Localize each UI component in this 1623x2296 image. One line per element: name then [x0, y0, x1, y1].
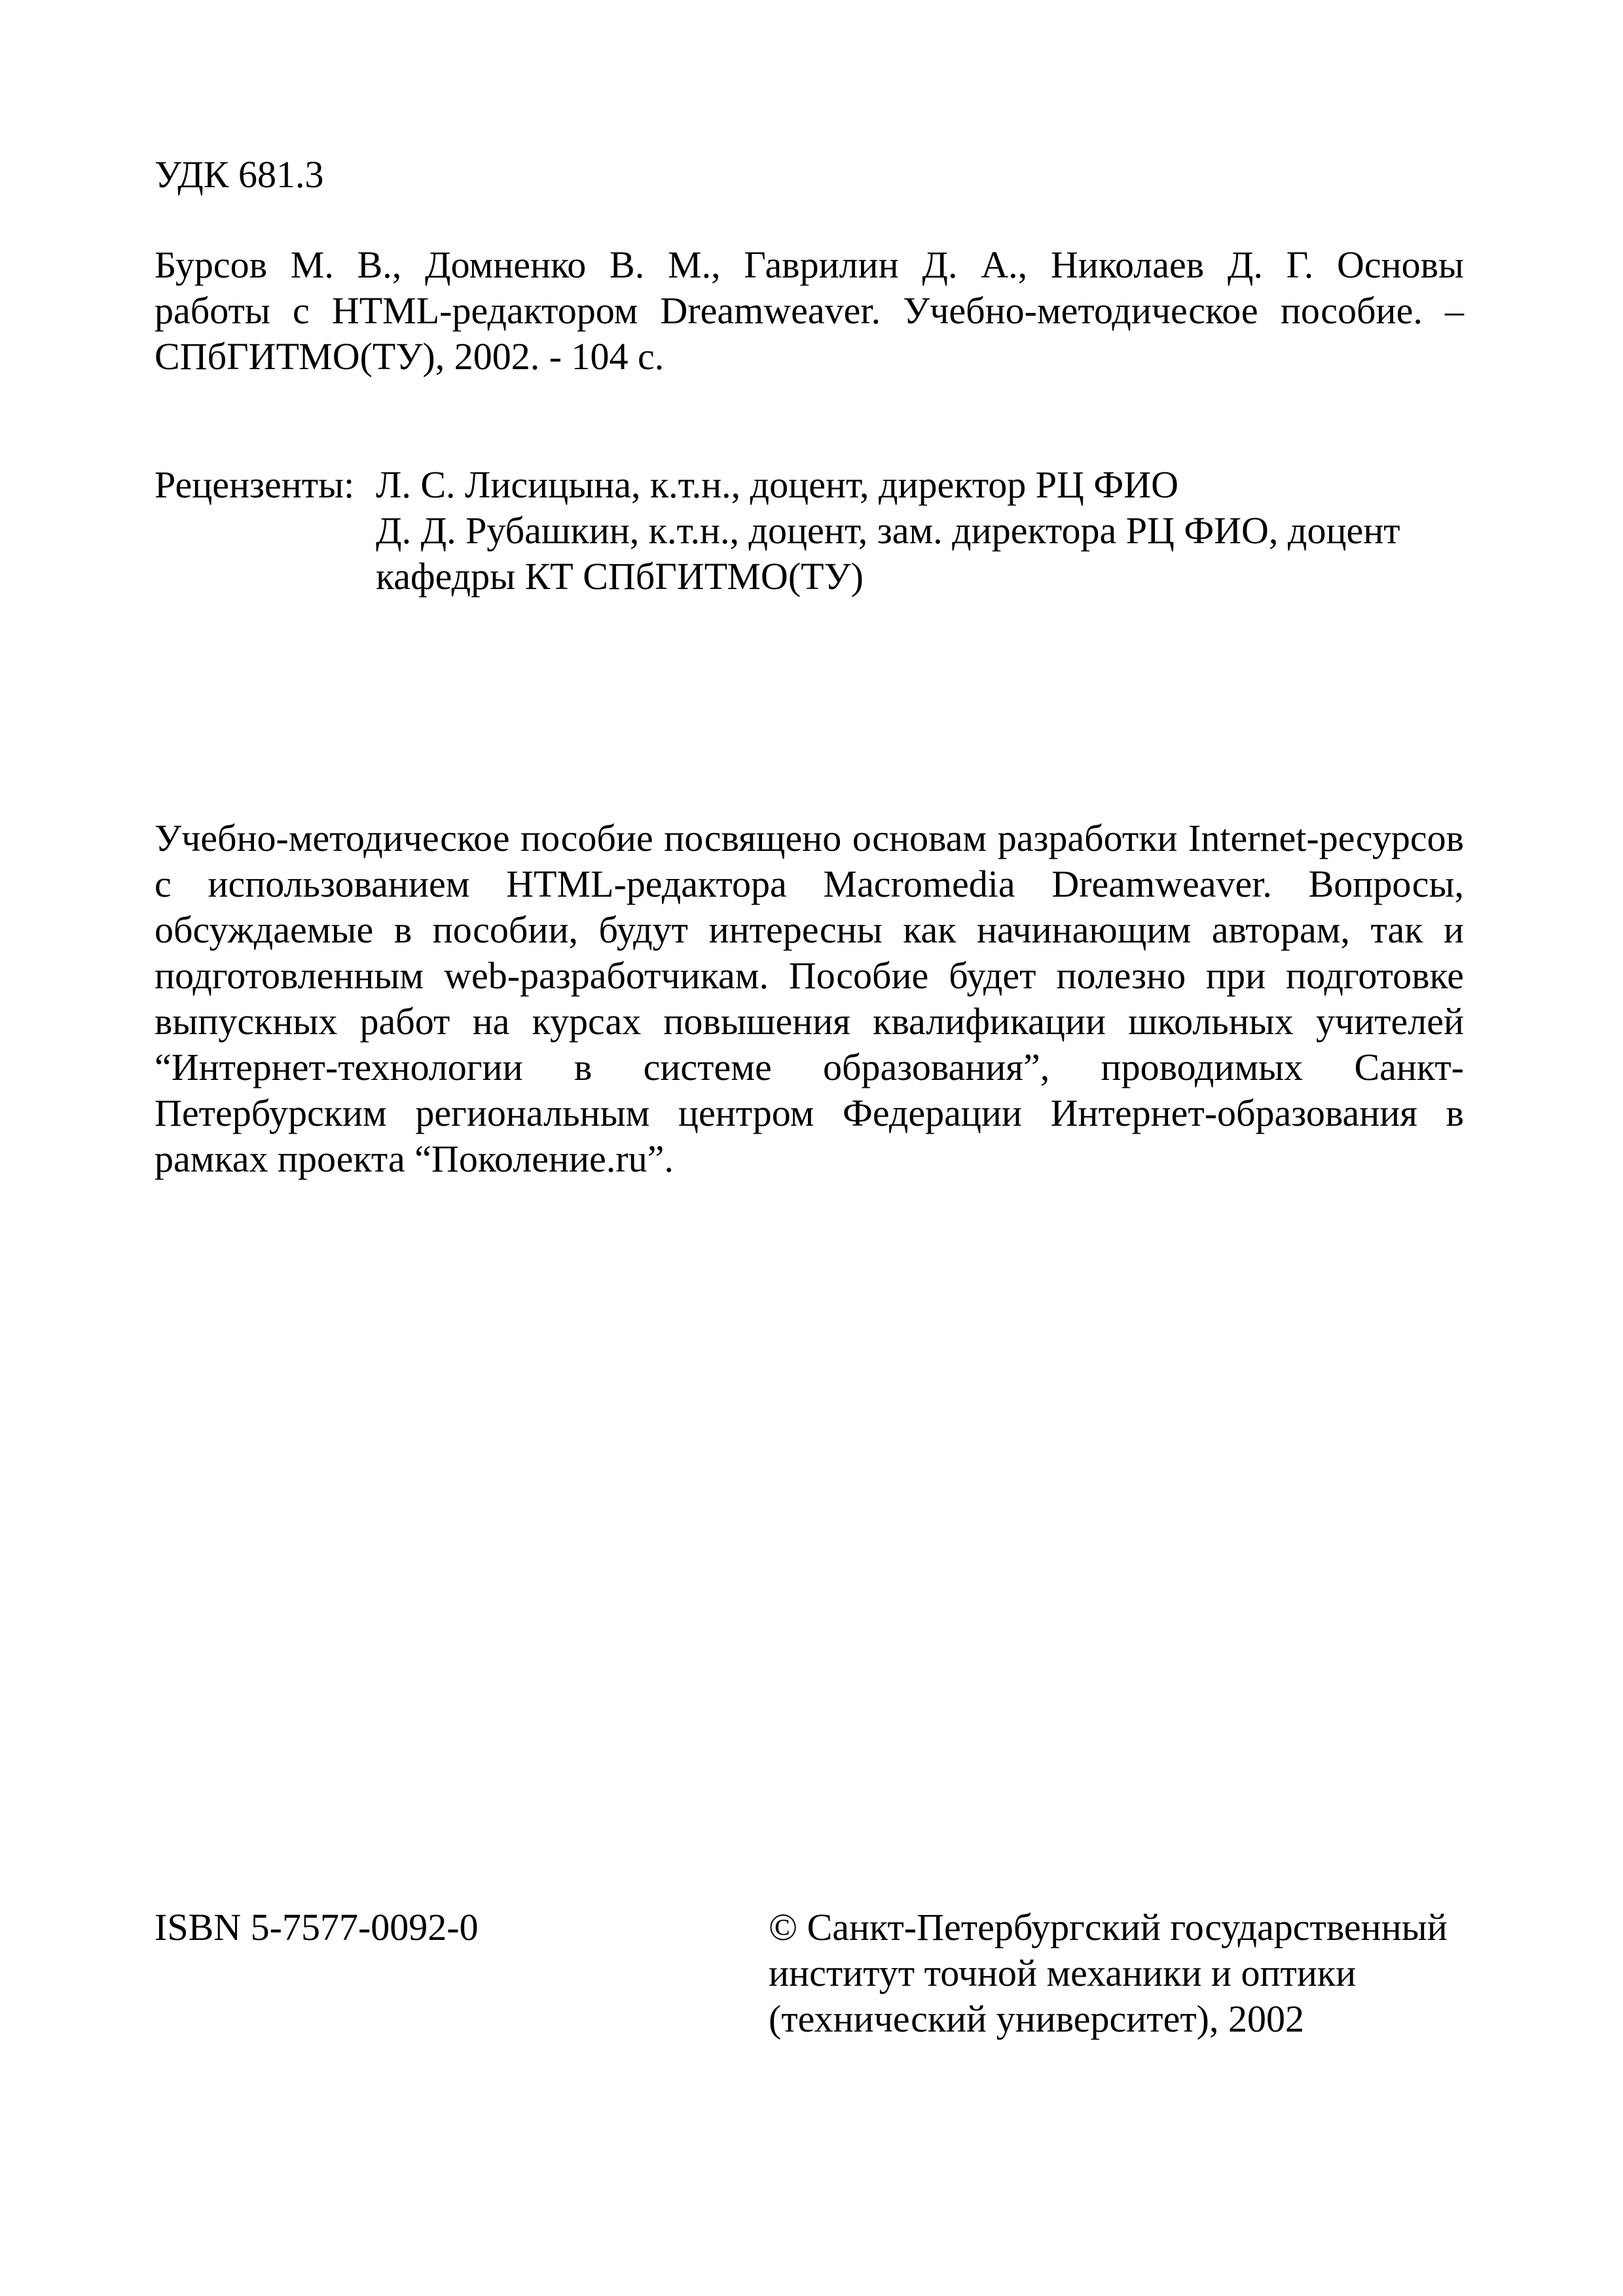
- reviewers-section: [155, 462, 1464, 600]
- abstract-line: Петербурским региональным центром Федерации Интернет-образования в: [155, 1092, 1464, 1134]
- bibliography-line: Бурсов М. В., Домненко В. М., Гаврилин Д. А., Николаев Д. Г. Основы: [155, 243, 1464, 286]
- abstract-line: рамках проекта “Поколение.ru”.: [155, 1138, 674, 1180]
- udk-code: УДК 681.3: [155, 153, 324, 196]
- bibliography-line: работы с HTML-редактором Dreamweaver. Учебно-методическое пособие. –: [155, 289, 1464, 332]
- bibliography-line: СПбГИТМО(ТУ), 2002. - 104 с.: [155, 335, 665, 378]
- reviewer-line: Л. С. Лисицына, к.т.н., доцент, директор РЦ ФИО: [376, 463, 1179, 506]
- copyright-line: (технический университет), 2002: [769, 1998, 1304, 2040]
- reviewers-list: [376, 462, 1464, 600]
- isbn-number: ISBN 5-7577-0092-0: [155, 1906, 479, 1948]
- copyright-line: © Санкт-Петербургский государственный: [769, 1906, 1448, 1948]
- abstract-line: “Интернет-технологии в системе образования”, проводимых Санкт-: [155, 1046, 1464, 1088]
- bibliographic-reference: [155, 242, 1464, 380]
- reviewers-label: Рецензенты:: [155, 463, 355, 506]
- copyright-notice: [769, 1905, 1463, 2042]
- reviewer-line: кафедры КТ СПбГИТМО(ТУ): [376, 555, 864, 598]
- reviewer-line: Д. Д. Рубашкин, к.т.н., доцент, зам. директора РЦ ФИО, доцент: [376, 509, 1400, 552]
- abstract-paragraph: [155, 816, 1464, 1182]
- abstract-line: обсуждаемые в пособии, будут интересны как начинающим авторам, так и: [155, 908, 1464, 951]
- abstract-line: подготовленным web-разработчикам. Пособие будет полезно при подготовке: [155, 954, 1464, 997]
- abstract-line: выпускных работ на курсах повышения квалификации школьных учителей: [155, 1000, 1464, 1043]
- abstract-line: с использованием HTML-редактора Macromedia Dreamweaver. Вопросы,: [155, 863, 1464, 905]
- abstract-line: Учебно-методическое пособие посвящено основам разработки Internet-ресурсов: [155, 817, 1464, 859]
- copyright-line: институт точной механики и оптики: [769, 1952, 1357, 1994]
